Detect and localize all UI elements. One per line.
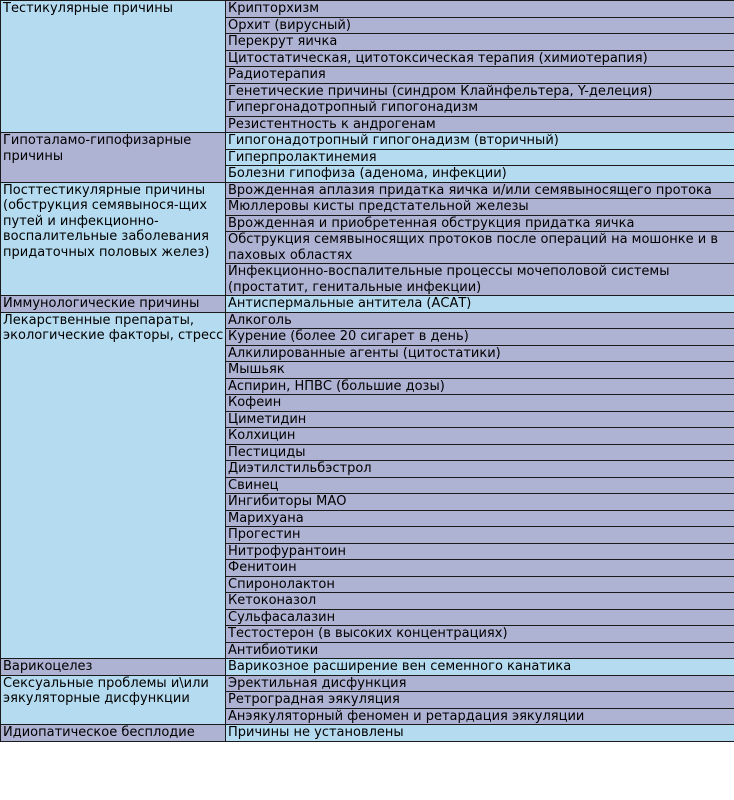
cause-cell: Гипергонадотропный гипогонадизм	[226, 100, 734, 117]
cause-cell: Свинец	[226, 477, 734, 494]
cause-cell: Ингибиторы МАО	[226, 494, 734, 511]
cause-cell: Врожденная и приобретенная обструкция придатка яичка	[226, 215, 734, 232]
table-row	[1, 133, 734, 150]
cause-cell: Генетические причины (синдром Клайнфельтера, Y-делеция)	[226, 83, 734, 100]
cause-cell: Гипогонадотропный гипогонадизм (вторичный)	[226, 133, 734, 150]
table-row	[1, 296, 734, 313]
cause-cell: Врожденная аплазия придатка яичка и/или семявыносящего протока	[226, 182, 734, 199]
cause-cell: Мышьяк	[226, 362, 734, 379]
table-body	[1, 1, 734, 742]
table-row	[1, 725, 734, 742]
cause-cell: Циметидин	[226, 411, 734, 428]
cause-cell: Колхицин	[226, 428, 734, 445]
table-row	[1, 675, 734, 692]
cause-cell: Фенитоин	[226, 560, 734, 577]
cause-cell: Курение (более 20 сигарет в день)	[226, 329, 734, 346]
cause-cell: Спиронолактон	[226, 576, 734, 593]
cause-cell: Ретроградная эякуляция	[226, 692, 734, 709]
table-row	[1, 1, 734, 18]
category-drugs-environment: Лекарственные препараты, экологические факторы, стресс	[1, 312, 226, 659]
cause-cell: Орхит (вирусный)	[226, 17, 734, 34]
cause-cell: Аспирин, НПВС (большие дозы)	[226, 378, 734, 395]
cause-cell: Гиперпролактинемия	[226, 149, 734, 166]
category-sexual-dysfunction: Сексуальные проблемы и\или эякуляторные дисфункции	[1, 675, 226, 725]
category-hypothalamic-pituitary: Гипоталамо-гипофизарные причины	[1, 133, 226, 183]
table-row	[1, 659, 734, 676]
cause-cell: Инфекционно-воспалительные процессы мочеполовой системы (простатит, генитальные инфекции)	[226, 264, 734, 296]
cause-cell: Нитрофурантоин	[226, 543, 734, 560]
cause-cell: Диэтилстильбэстрол	[226, 461, 734, 478]
cause-cell: Сульфасалазин	[226, 609, 734, 626]
cause-cell: Кетоконазол	[226, 593, 734, 610]
cause-cell: Обструкция семявыносящих протоков после операций на мошонке и в паховых областях	[226, 232, 734, 264]
category-testicular: Тестикулярные причины	[1, 1, 226, 133]
cause-cell: Пестициды	[226, 444, 734, 461]
table-row	[1, 312, 734, 329]
table-row	[1, 182, 734, 199]
cause-cell: Антиспермальные антитела (АСАТ)	[226, 296, 734, 313]
cause-cell: Антибиотики	[226, 642, 734, 659]
cause-cell: Кофеин	[226, 395, 734, 412]
cause-cell: Марихуана	[226, 510, 734, 527]
cause-cell: Алкоголь	[226, 312, 734, 329]
cause-cell: Тестостерон (в высоких концентрациях)	[226, 626, 734, 643]
category-varicocele: Варикоцелез	[1, 659, 226, 676]
cause-cell: Радиотерапия	[226, 67, 734, 84]
cause-cell: Алкилированные агенты (цитостатики)	[226, 345, 734, 362]
cause-cell: Болезни гипофиза (аденома, инфекции)	[226, 166, 734, 183]
category-posttesticular: Посттестикулярные причины (обструкция семявынося-щих путей и инфекционно-воспалительные заболевания придаточных половых желез)	[1, 182, 226, 296]
category-immunological: Иммунологические причины	[1, 296, 226, 313]
cause-cell: Причины не установлены	[226, 725, 734, 742]
cause-cell: Резистентность к андрогенам	[226, 116, 734, 133]
cause-cell: Перекрут яичка	[226, 34, 734, 51]
cause-cell: Эректильная дисфункция	[226, 675, 734, 692]
cause-cell: Цитостатическая, цитотоксическая терапия (химиотерапия)	[226, 50, 734, 67]
cause-cell: Мюллеровы кисты предстательной железы	[226, 199, 734, 216]
cause-cell: Варикозное расширение вен семенного канатика	[226, 659, 734, 676]
cause-cell: Анэякуляторный феномен и ретардация эякуляции	[226, 708, 734, 725]
cause-cell: Прогестин	[226, 527, 734, 544]
category-idiopathic: Идиопатическое бесплодие	[1, 725, 226, 742]
cause-cell: Крипторхизм	[226, 1, 734, 18]
